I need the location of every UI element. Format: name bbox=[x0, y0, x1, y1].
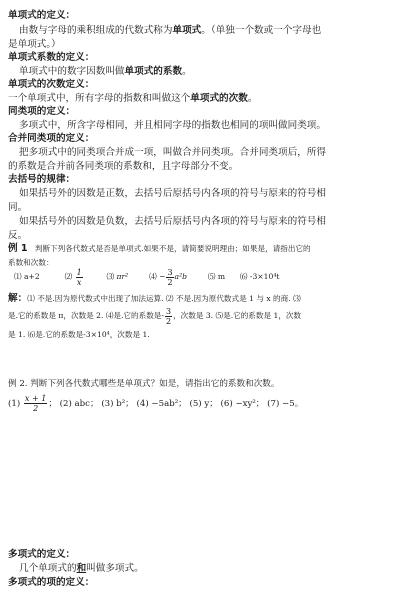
text: ⑴ 不是.因为原代数式中出现了加法运算. ⑵ 不是.因为原代数式是 1 与 x 的商. ⑶ bbox=[27, 294, 301, 303]
example-1-label: 例 1 bbox=[8, 243, 28, 254]
item-4-label: ⑷ bbox=[149, 272, 157, 281]
text: 叫做多项式。 bbox=[86, 563, 144, 574]
brackets-rule-1-line-2: 同。 bbox=[8, 202, 28, 213]
example-1-items bbox=[14, 266, 279, 288]
item-3-label: ⑶ bbox=[106, 272, 115, 281]
solution-fraction bbox=[165, 307, 172, 326]
items-2-to-7: (2) abc； (3) b²； (4) −5ab²； (5) y； (6) −xy²； (7) −5。 bbox=[59, 399, 304, 409]
heading-polynomial-definition: 多项式的定义： bbox=[8, 549, 76, 560]
item-4-fraction bbox=[166, 268, 173, 287]
text: 几个单项式的 bbox=[19, 563, 77, 574]
example-1-question-line-2: 系数和次数： bbox=[8, 258, 54, 267]
combining-definition-line-1: 把多项式中的同类项合并成一项，叫做合并同类项。合并同类项后，所得 bbox=[19, 147, 326, 158]
example-1-question-line-1 bbox=[8, 243, 311, 254]
text: 由数与字母的乘积组成的代数式称为 bbox=[19, 25, 173, 36]
example-1-solution-line-3: 是 1. ⑹是.它的系数是-3×10⁴，次数是 1. bbox=[8, 330, 150, 339]
item-5: ⑸ m bbox=[207, 272, 226, 281]
denominator: 2 bbox=[33, 404, 39, 413]
item-1-fraction bbox=[24, 394, 47, 413]
key-term: 单项式的次数 bbox=[190, 93, 248, 104]
heading-removing-brackets: 去括号的规律： bbox=[8, 174, 76, 185]
brackets-rule-2-line-1: 如果括号外的因数是负数，去括号后原括号内各项的符号与原来的符号相 bbox=[19, 216, 326, 227]
example-1-solution-line-1 bbox=[8, 293, 301, 304]
example-2-items bbox=[8, 392, 303, 416]
key-term: 和 bbox=[76, 563, 87, 574]
numerator: 3 bbox=[165, 306, 172, 316]
item-3-expression: πr² bbox=[116, 272, 129, 281]
numerator: 1 bbox=[76, 267, 82, 277]
denominator: x bbox=[76, 277, 82, 287]
combining-definition-line-2: 的系数是合并前各同类项的系数和，且字母部分不变。 bbox=[8, 161, 239, 172]
item-4-variables: a²b bbox=[174, 272, 187, 281]
solution-label: 解： bbox=[8, 293, 28, 304]
heading-monomial-coefficient: 单项式系数的定义： bbox=[8, 52, 95, 63]
text: ，次数是 3. ⑸是.它的系数是 1，次数 bbox=[173, 311, 302, 320]
item-2-fraction bbox=[76, 268, 83, 287]
heading-polynomial-term-definition: 多项式的项的定义： bbox=[8, 577, 95, 588]
denominator: 2 bbox=[167, 277, 173, 287]
brackets-rule-1-line-1: 如果括号外的因数是正数，去括号后原括号内各项的符号与原来的符号相 bbox=[19, 188, 326, 199]
key-term: 单项式的系数 bbox=[124, 66, 183, 77]
text: 单项式中的数字因数叫做 bbox=[19, 66, 125, 77]
text: 。（单独一个数或一个字母也 bbox=[201, 25, 322, 36]
key-term: 单项式 bbox=[172, 25, 202, 36]
example-1-solution-line-2 bbox=[8, 306, 301, 326]
like-terms-definition: 多项式中，所含字母相同，并且相同字母的指数也相同的项叫做同类项。 bbox=[19, 120, 326, 131]
item-4-sign: − bbox=[159, 272, 166, 281]
numerator: x + 1 bbox=[24, 394, 47, 403]
text: 。 bbox=[247, 93, 258, 104]
item-2-label: ⑵ bbox=[64, 272, 73, 281]
heading-combining-like-terms: 合并同类项的定义： bbox=[8, 133, 95, 144]
heading-monomial-definition: 单项式的定义： bbox=[8, 10, 76, 21]
heading-like-terms: 同类项的定义： bbox=[8, 106, 76, 117]
degree-definition bbox=[8, 92, 257, 105]
brackets-rule-2-line-2: 反。 bbox=[8, 230, 28, 241]
denominator: 2 bbox=[165, 316, 172, 326]
coefficient-definition bbox=[19, 65, 192, 78]
text: 是.它的系数是 π，次数是 2. ⑷是.它的系数是- bbox=[8, 311, 164, 320]
text: 判断下列各代数式是否是单项式.如果不是，请简要说明理由；如果是，请指出它的 bbox=[34, 244, 311, 253]
example-2-question: 例 2. 判断下列各代数式哪些是单项式？如是，请指出它的系数和次数。 bbox=[8, 379, 280, 389]
item-1-label: (1) bbox=[8, 399, 21, 409]
numerator: 3 bbox=[167, 267, 173, 277]
item-1: ⑴ a+2 bbox=[14, 272, 40, 281]
polynomial-definition bbox=[19, 562, 144, 575]
monomial-definition-line-2: 是单项式。） bbox=[8, 39, 61, 50]
text: 。 bbox=[182, 66, 192, 77]
text: 一个单项式中，所有字母的指数和叫做这个 bbox=[8, 93, 191, 104]
monomial-definition-line-1 bbox=[19, 24, 321, 37]
separator: ； bbox=[48, 399, 57, 409]
item-6: ⑹ -3×10⁴t bbox=[239, 272, 280, 281]
heading-monomial-degree: 单项式的次数定义： bbox=[8, 79, 95, 90]
